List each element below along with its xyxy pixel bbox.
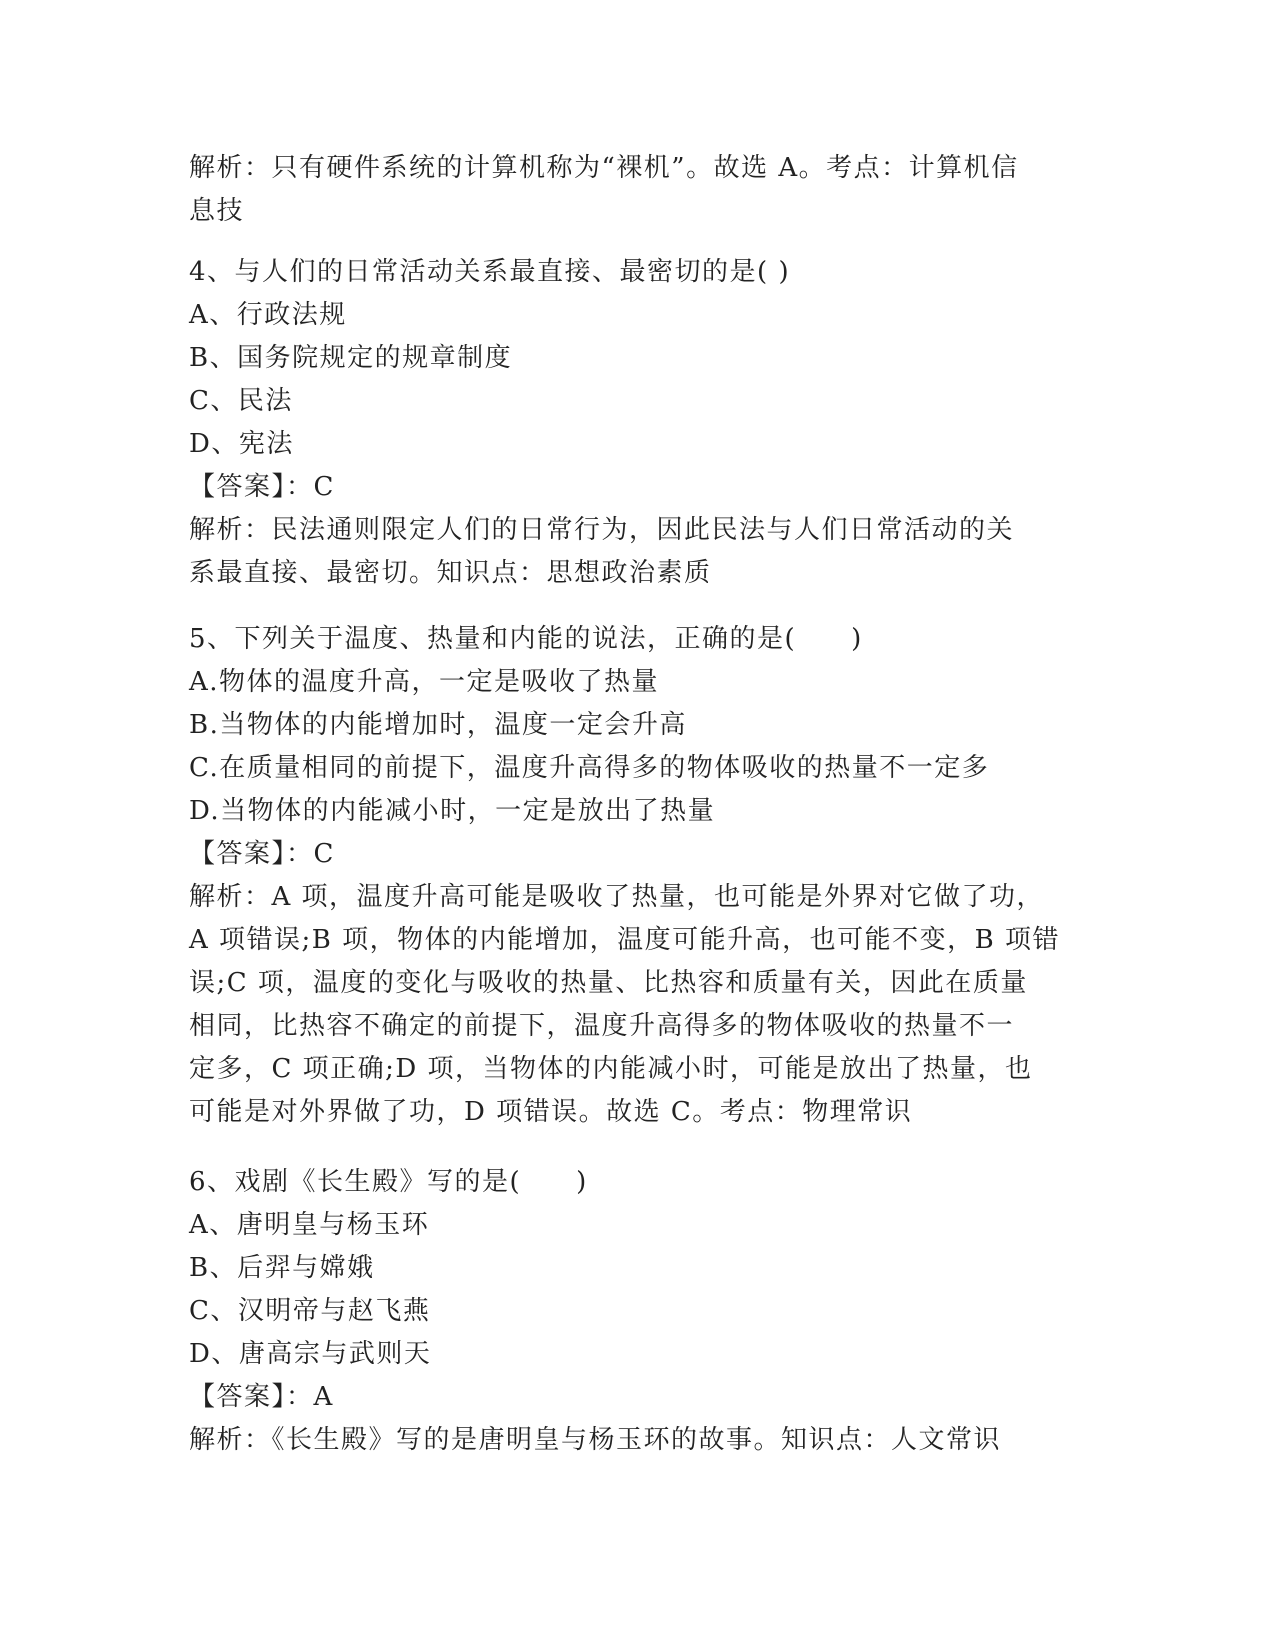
option-a: A、唐明皇与杨玉环 bbox=[189, 1210, 430, 1240]
explanation-line: A 项错误;B 项，物体的内能增加，温度可能升高，也可能不变，B 项错 bbox=[189, 925, 1061, 955]
question-stem: 4、与人们的日常活动关系最直接、最密切的是( ) bbox=[189, 257, 791, 287]
option-b: B、国务院规定的规章制度 bbox=[189, 343, 513, 373]
answer: 【答案】：C bbox=[189, 472, 335, 502]
option-b: B、后羿与嫦娥 bbox=[189, 1253, 375, 1283]
option-d: D、宪法 bbox=[189, 429, 294, 459]
option-c: C、民法 bbox=[189, 386, 293, 416]
question-4 bbox=[189, 251, 1089, 595]
explanation-line: 息技 bbox=[189, 196, 245, 226]
explanation-line: 误;C 项，温度的变化与吸收的热量、比热容和质量有关，因此在质量 bbox=[189, 968, 1028, 998]
explanation-line: 系最直接、最密切。知识点：思想政治素质 bbox=[189, 558, 712, 588]
option-b: B.当物体的内能增加时，温度一定会升高 bbox=[189, 710, 687, 740]
explanation-line: 解析：《长生殿》写的是唐明皇与杨玉环的故事。知识点：人文常识 bbox=[189, 1425, 1002, 1455]
explanation-line: 解析：A 项，温度升高可能是吸收了热量，也可能是外界对它做了功， bbox=[189, 882, 1045, 912]
question-5 bbox=[189, 618, 1089, 1134]
question-stem: 6、戏剧《长生殿》写的是( ) bbox=[189, 1167, 588, 1197]
explanation-line: 解析：民法通则限定人们的日常行为，因此民法与人们日常活动的关 bbox=[189, 515, 1015, 545]
answer: 【答案】：A bbox=[189, 1382, 334, 1412]
option-c: C、汉明帝与赵飞燕 bbox=[189, 1296, 431, 1326]
option-d: D.当物体的内能减小时，一定是放出了热量 bbox=[189, 796, 716, 826]
question-6 bbox=[189, 1161, 1089, 1462]
previous-explanation bbox=[189, 147, 1089, 233]
option-a: A、行政法规 bbox=[189, 300, 347, 330]
option-d: D、唐高宗与武则天 bbox=[189, 1339, 432, 1369]
explanation-line: 相同，比热容不确定的前提下，温度升高得多的物体吸收的热量不一 bbox=[189, 1011, 1015, 1041]
option-c: C.在质量相同的前提下，温度升高得多的物体吸收的热量不一定多 bbox=[189, 753, 990, 783]
question-stem: 5、下列关于温度、热量和内能的说法，正确的是( ) bbox=[189, 624, 863, 654]
explanation-line: 可能是对外界做了功，D 项错误。故选 C。考点：物理常识 bbox=[189, 1097, 913, 1127]
option-a: A.物体的温度升高，一定是吸收了热量 bbox=[189, 667, 660, 697]
explanation-line: 定多，C 项正确;D 项，当物体的内能减小时，可能是放出了热量，也 bbox=[189, 1054, 1033, 1084]
explanation-line: 解析：只有硬件系统的计算机称为“裸机”。故选 A。考点：计算机信 bbox=[189, 153, 1019, 183]
answer: 【答案】：C bbox=[189, 839, 335, 869]
